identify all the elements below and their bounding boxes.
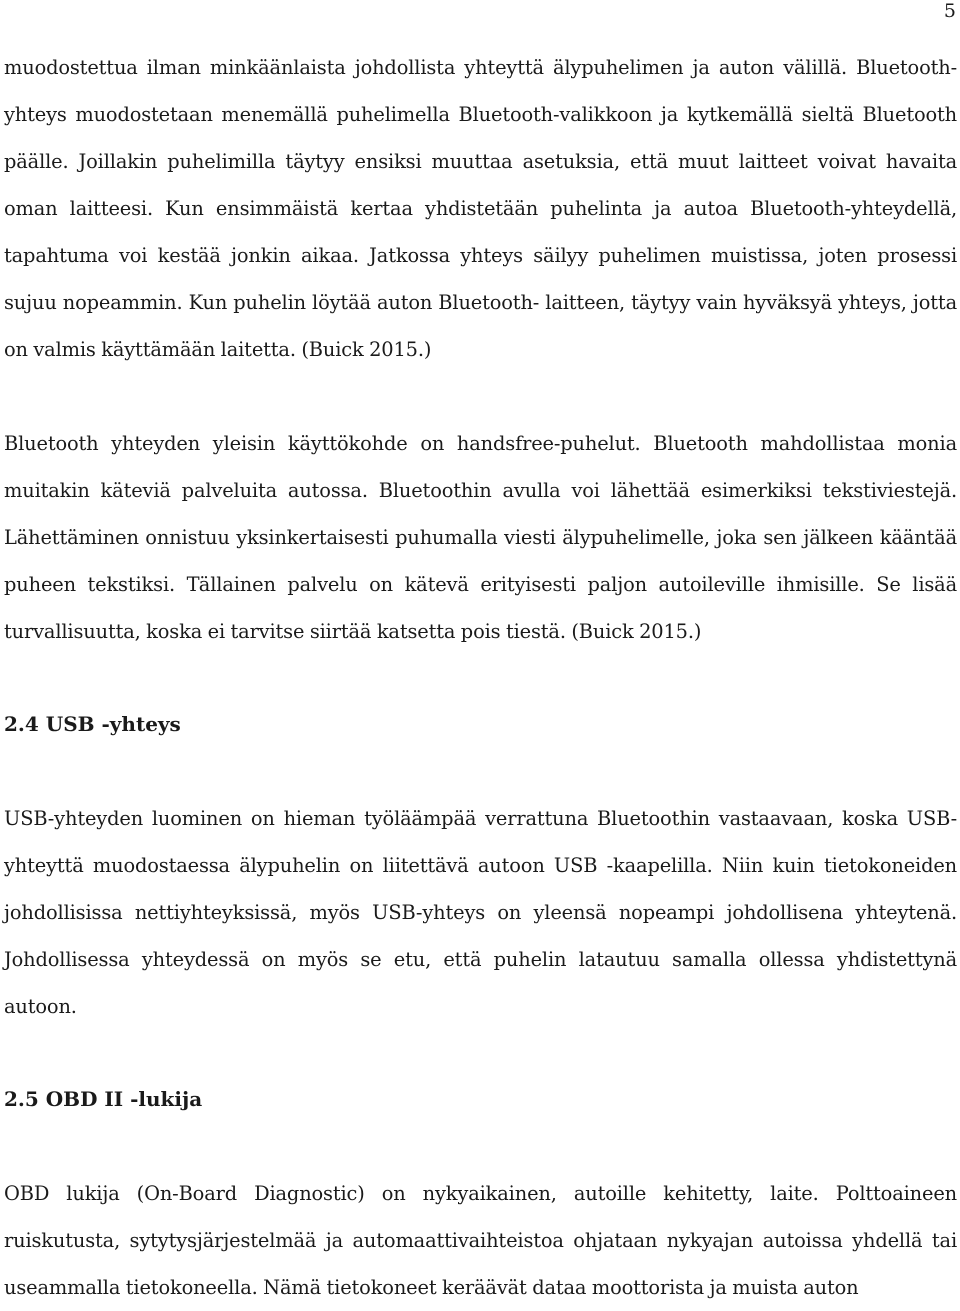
paragraph-usb-connection: USB-yhteyden luominen on hieman työläämpää verrattuna Bluetoothin vastaavaan, koska USB-yhteyttä muodostaessa älypuhelin on liitettävä autoon USB -kaapelilla. Niin kuin tietokoneiden johdollisissa nettiyhteyksissä, myös USB-yhteys on yleensä nopeampi johdollisena yhteytenä. Johdollisessa yhteydessä on myös se etu, että puhelin latautuu samalla ollessa yhdistettynä autoon. [4,807,957,1018]
paragraph-obd-reader: OBD lukija (On-Board Diagnostic) on nykyaikainen, autoille kehitetty, laite. Polttoaineen ruiskutusta, sytytysjärjestelmää ja automaattivaihteistoa ohjataan nykyajan autoissa yhdellä tai useammalla tietokoneella. Nämä tietokoneet keräävät dataa moottorista ja muista auton [4,1182,957,1299]
heading-spacer [4,1123,957,1170]
section-heading-usb: 2.4 USB -yhteys [4,712,181,736]
paragraph-bluetooth-usage: Bluetooth yhteyden yleisin käyttökohde on handsfree-puhelut. Bluetooth mahdollistaa monia muitakin käteviä palveluita autossa. Bluetoothin avulla voi lähettää esimerkiksi tekstiviestejä. Lähettäminen onnistuu yksinkertaisesti puhumalla viesti älypuhelimelle, joka sen jälkeen kääntää puheen tekstiksi. Tällainen palvelu on kätevä erityisesti paljon autoileville ihmisille. Se lisää turvallisuutta, koska ei tarvitse siirtää katsetta pois tiestä. (Buick 2015.) [4,432,957,643]
page-number: 5 [943,0,956,22]
paragraph-spacer [4,373,957,420]
section-spacer [4,1030,957,1076]
paragraph-bluetooth-connection: muodostettua ilman minkäänlaista johdollista yhteyttä älypuhelimen ja auton välillä. Bluetooth-yhteys muodostetaan menemällä puhelimella Bluetooth-valikkoon ja kytkemällä sieltä Bluetooth päälle. Joillakin puhelimilla täytyy ensiksi muuttaa asetuksia, että muut laitteet voivat havaita oman laitteesi. Kun ensimmäistä kertaa yhdistetään puhelinta ja autoa Bluetooth-yhteydellä, tapahtuma voi kestää jonkin aikaa. Jatkossa yhteys säilyy puhelimen muistissa, joten prosessi sujuu nopeammin. Kun puhelin löytää auton Bluetooth- laitteen, täytyy vain hyväksyä yhteys, jotta on valmis käyttämään laitetta. (Buick 2015.) [4,56,957,361]
section-spacer [4,655,957,701]
section-heading-obd: 2.5 OBD II -lukija [4,1087,203,1111]
document-body [4,44,957,1311]
heading-spacer [4,748,957,795]
